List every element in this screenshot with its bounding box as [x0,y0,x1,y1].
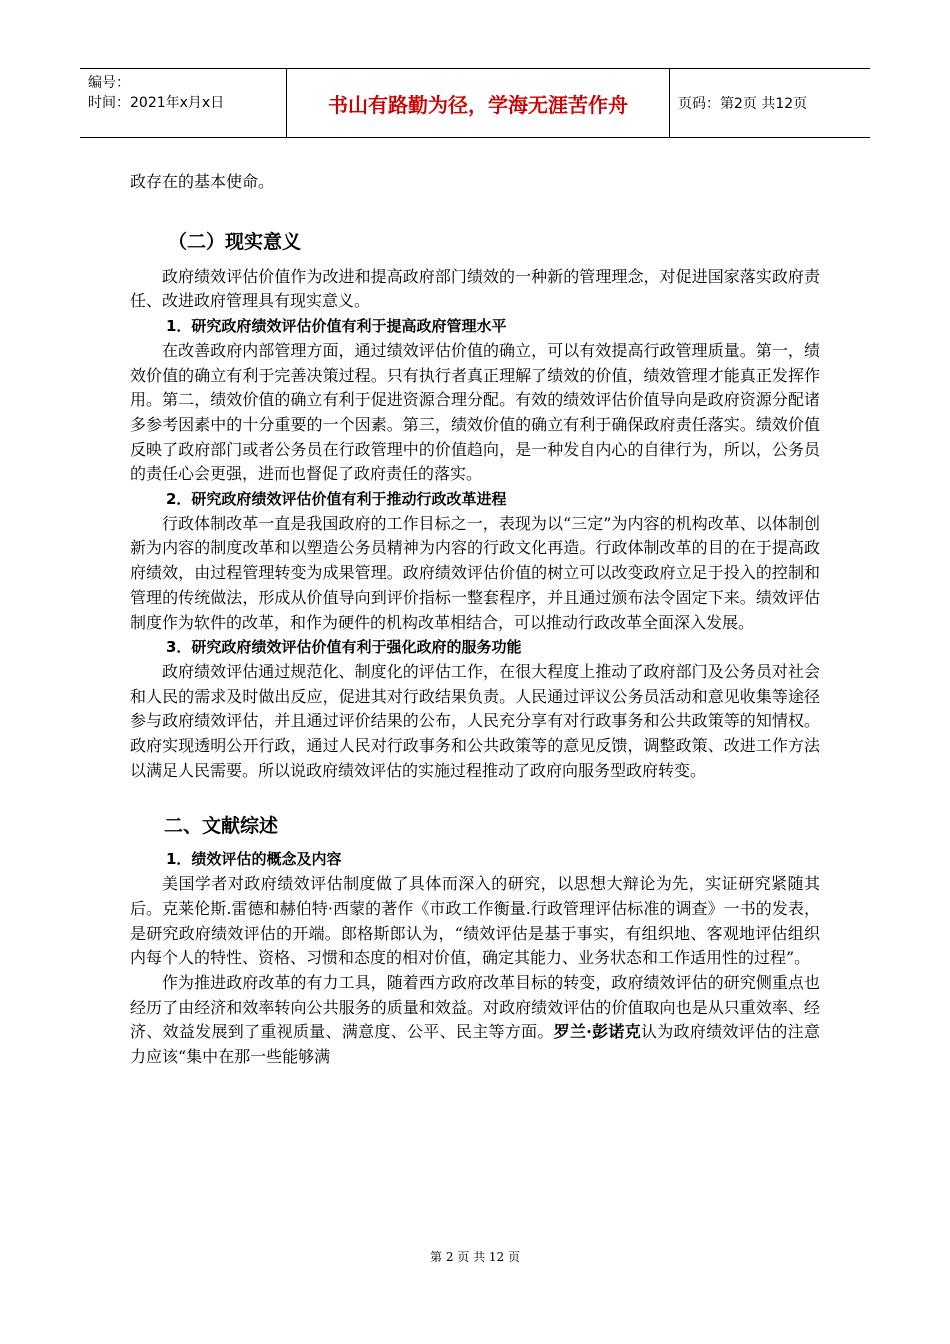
section-heading: （二）现实意义 [168,230,302,253]
subsection-heading: 1．绩效评估的概念及内容 [166,850,342,869]
paragraph-text: 认为政府绩效评估的注意力应该“集中在那一些能够满 [130,1022,820,1067]
subsection-heading: 2．研究政府绩效评估价值有利于推动行政改革进程 [166,490,507,509]
paragraph: 在改善政府内部管理方面，通过绩效评估价值的确立，可以有效提高行政管理质量。第一，绩效价值的确立有利于完善决策过程。只有执行者真正理解了绩效的价值，绩效管理才能真正发挥作用。第二，绩效价值的确立有利于促进资源合理分配。有效的绩效评估价值导向是政府资源分配诸多参考因素中的十分重要的一个因素。第三，绩效价值的确立有利于确保政府责任落实。绩效价值反映了政府部门或者公务员在行政管理中的价值趋向，是一种发自内心的自律行为，所以，公务员的责任心会更强，进而也督促了政府责任的落实。 [130,340,820,484]
header-number: 编号： [88,75,130,91]
paragraph: 行政体制改革一直是我国政府的工作目标之一，表现为以“三定”为内容的机构改革、以体制创新为内容的制度改革和以塑造公务员精神为内容的行政文化再造。行政体制改革的目的在于提高政府绩效，由过程管理转变为成果管理。政府绩效评估价值的树立可以改变政府立足于投入的控制和管理的传统做法，形成从价值导向到评价指标一整套程序，并且通过颁布法令固定下来。绩效评估制度作为软件的改革，和作为硬件的机构改革相结合，可以推动行政改革全面深入发展。 [130,513,820,632]
author-name: 罗兰·彭诺克 [553,1022,642,1042]
chapter-heading: 二、文献综述 [164,815,279,838]
header-time: 时间：2021年x月x日 [88,95,225,111]
subsection-heading: 1．研究政府绩效评估价值有利于提高政府管理水平 [166,317,507,336]
paragraph: 政府绩效评估通过规范化、制度化的评估工作，在很大程度上推动了政府部门及公务员对社会和人民的需求及时做出反应，促进其对行政结果负责。人民通过评议公务员活动和意见收集等途径参与政府绩效评估，并且通过评价结果的公布，人民充分享有对行政事务和公共政策等的知情权。政府实现透明公开行政，通过人民对行政事务和公共政策等的意见反馈，调整政策、改进工作方法以满足人民需要。所以说政府绩效评估的实施过程推动了政府向服务型政府转变。 [130,661,820,780]
header-page: 页码：第2页 共12页 [678,96,808,112]
paragraph [130,971,820,1070]
header-meta [80,69,287,137]
document-body [130,170,820,1070]
page-footer: 第 2 页 共 12 页 [430,1250,520,1264]
paragraph: 政府绩效评估价值作为改进和提高政府部门绩效的一种新的管理理念，对促进国家落实政府责任、改进政府管理具有现实意义。 [130,266,820,311]
subsection-heading: 3．研究政府绩效评估价值有利于强化政府的服务功能 [166,638,522,657]
paragraph-text: 作为推进政府改革的有力工具，随着西方政府改革目标的转变，政府绩效评估的研究侧重点也经历了由经济和效率转向公共服务的质量和效益。对政府绩效评估的价值取向也是从只重效率、经济、效益发展到了重视质量、满意度、公平、民主等方面。 [130,972,820,1042]
page-header [80,68,870,138]
paragraph: 美国学者对政府绩效评估制度做了具体而深入的研究，以思想大辩论为先，实证研究紧随其后。克莱伦斯.雷德和赫伯特·西蒙的著作《市政工作衡量.行政管理评估标准的调查》一书的发表，是研究政府绩效评估的开端。郎格斯郎认为，“绩效评估是基于事实，有组织地、客观地评估组织内每个人的特性、资格、习惯和态度的相对价值，确定其能力、业务状态和工作适用性的过程”。 [130,874,820,968]
paragraph: 政存在的基本使命。 [130,172,275,191]
header-motto: 书山有路勤为径，学海无涯苦作舟 [287,69,670,137]
